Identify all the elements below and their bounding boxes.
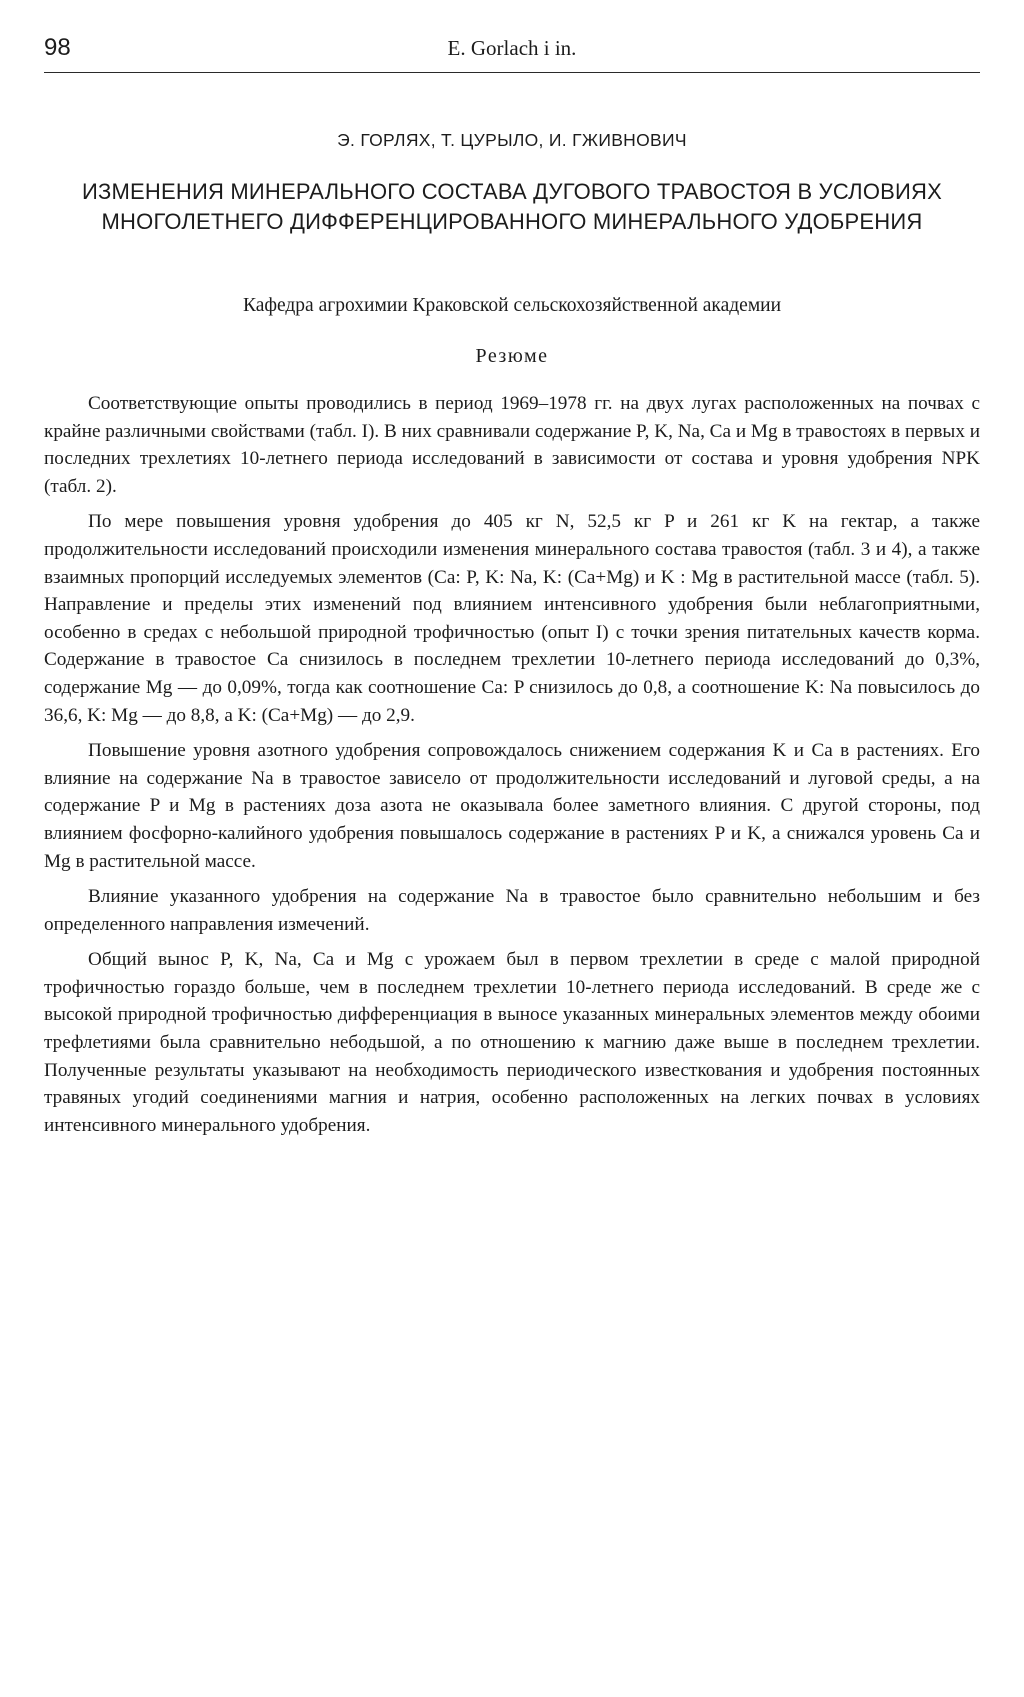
article-title-line-2: МНОГОЛЕТНЕГО ДИФФЕРЕНЦИРОВАННОГО МИНЕРАЛЬНОГО УДОБРЕНИЯ [101, 209, 923, 234]
document-page [44, 30, 980, 1147]
running-title: E. Gorlach i in. [447, 36, 577, 60]
header-rule [44, 72, 980, 73]
page-number: 98 [44, 34, 71, 61]
article-authors: Э. ГОРЛЯХ, Т. ЦУРЫЛО, И. ГЖИВНОВИЧ [337, 130, 687, 150]
affiliation: Кафедра агрохимии Краковской сельскохозяйственной академии [242, 295, 782, 316]
paragraph-1: Соответствующие опыты проводились в период 1969–1978 гг. на двух лугах расположенных на почвах с крайне различными свойствами (табл. I). В них сравнивали содержание P, K, Na, Ca и Mg в травостоях в первых и последних трехлетиях 10-летнего периода исследований в зависимости от состава и уровня удобрения NPK (табл. 2). [44, 393, 980, 497]
summary-body [44, 390, 980, 1139]
paragraph-5: Общий вынос P, K, Na, Ca и Mg с урожаем был в первом трехлетии в среде с малой природной трофичностью гораздо больше, чем в последнем трехлетии 10-летнего периода исследований. В среде же с высокой природной трофичностью дифференциация в выносе указанных минеральных элементов между обоими трефлетиями была сравнительно небодьшой, а по отношению к магнию даже выше в последнем трехлетии. Полученные результаты указывают на необходимость периодического известкования и удобрения постоянных травяных угодий соединениями магния и натрия, особенно расположенных на легких почвах в условиях интенсивного минерального удобрения. [44, 949, 980, 1136]
running-head [44, 30, 980, 68]
paragraph-2: По мере повышения уровня удобрения до 405 кг N, 52,5 кг P и 261 кг K на гектар, а также продолжительности исследований происходили изменения минерального состава травостоя (табл. 3 и 4), а также взаимных пропорций исследуемых элементов (Ca: P, K: Na, K: (Ca+Mg) и K : Mg в растительной массе (табл. 5). Направление и пределы этих изменений под влиянием интенсивного удобрения были неблагоприятными, особенно в средах с небольшой природной трофичностью (опыт I) с точки зрения питательных качеств корма. Содержание в травостое Ca снизилось в последнем трехлетии 10-летнего периода исследований до 0,3%, содержание Mg — до 0,09%, тогда как соотношение Ca: P снизилось до 0,8, а соотношение K: Na повысилось до 36,6, K: Mg — до 8,8, а K: (Ca+Mg) — до 2,9. [44, 511, 980, 726]
article-title [44, 177, 980, 237]
article-title-line-1: ИЗМЕНЕНИЯ МИНЕРАЛЬНОГО СОСТАВА ДУГОВОГО ТРАВОСТОЯ В УСЛОВИЯХ [82, 179, 942, 204]
summary-heading: Резюме [475, 345, 549, 367]
paragraph-4: Влияние указанного удобрения на содержание Na в травостое было сравнительно небольшим и без определенного направления измечений. [44, 886, 980, 935]
paragraph-3: Повышение уровня азотного удобрения сопровождалось снижением содержания K и Ca в растениях. Его влияние на содержание Na в травостое зависело от продолжительности исследований и луговой среды, а на содержание P и Mg в растениях доза азота не оказывала более заметного влияния. С другой стороны, под влиянием фосфорно-калийного удобрения повышалось содержание в растениях P и K, а снижался уровень Ca и Mg в растительной массе. [44, 740, 980, 872]
